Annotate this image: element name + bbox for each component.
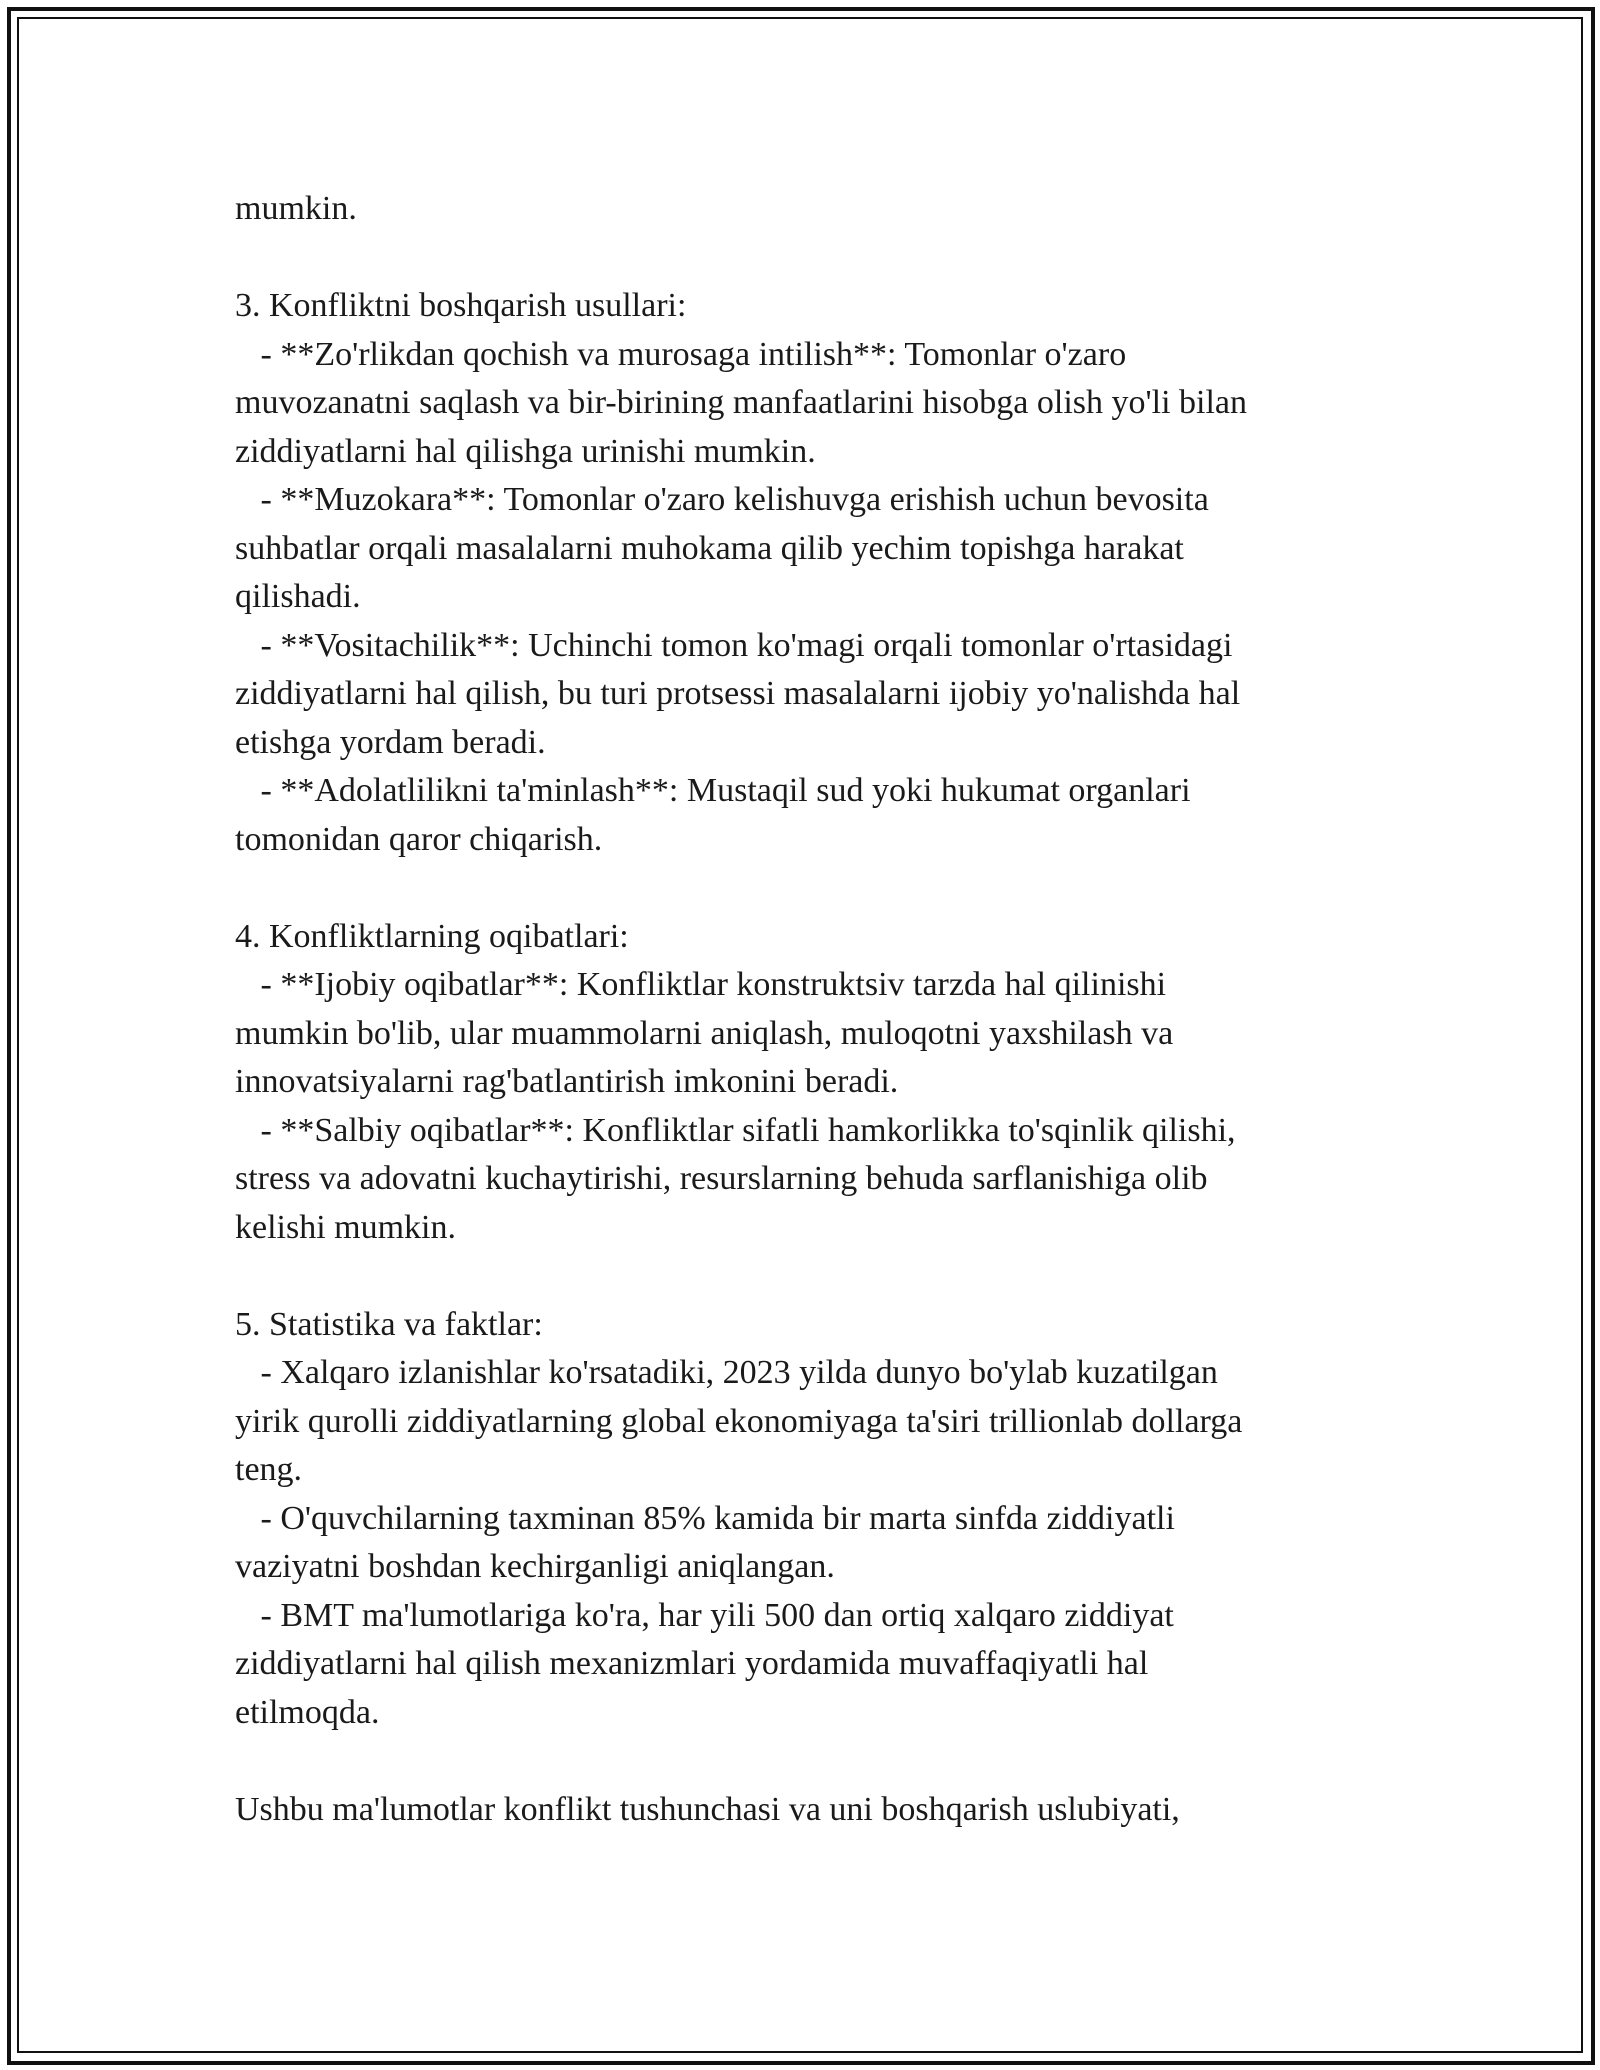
document-body	[235, 185, 1385, 1834]
text-line: - **Vositachilik**: Uchinchi tomon ko'magi orqali tomonlar o'rtasidagi	[235, 626, 1233, 664]
text-line: ziddiyatlarni hal qilishga urinishi mumkin.	[235, 432, 816, 470]
text-line	[235, 864, 1385, 913]
text-line: - O'quvchilarning taxminan 85% kamida bir marta sinfda ziddiyatli	[235, 1499, 1175, 1537]
text-line: mumkin.	[235, 190, 357, 227]
text-line: Ushbu ma'lumotlar konflikt tushunchasi va uni boshqarish uslubiyati,	[235, 1790, 1180, 1828]
text-line: innovatsiyalarni rag'batlantirish imkonini beradi.	[235, 1063, 899, 1100]
text-line: - **Salbiy oqibatlar**: Konfliktlar sifatli hamkorlikka to'sqinlik qilishi,	[235, 1111, 1236, 1149]
text-line	[235, 1252, 1385, 1301]
text-line: suhbatlar orqali masalalarni muhokama qilib yechim topishga harakat	[235, 529, 1184, 567]
text-line	[235, 1737, 1385, 1786]
text-line: qilishadi.	[235, 578, 361, 615]
text-line: teng.	[235, 1451, 303, 1488]
text-line: - **Adolatlilikni ta'minlash**: Mustaqil sud yoki hukumat organlari	[235, 772, 1191, 809]
text-line: stress va adovatni kuchaytirishi, resurslarning behuda sarflanishiga olib	[235, 1160, 1208, 1197]
text-line: vaziyatni boshdan kechirganligi aniqlangan.	[235, 1548, 835, 1585]
section-heading: 4. Konfliktlarning oqibatlari:	[235, 917, 629, 955]
text-line: mumkin bo'lib, ular muammolarni aniqlash, muloqotni yaxshilash va	[235, 1014, 1174, 1052]
section-heading: 5. Statistika va faktlar:	[235, 1305, 543, 1343]
section-heading: 3. Konfliktni boshqarish usullari:	[235, 287, 687, 324]
text-line: - **Muzokara**: Tomonlar o'zaro kelishuvga erishish uchun bevosita	[235, 481, 1209, 518]
text-line: ziddiyatlarni hal qilish, bu turi protsessi masalalarni ijobiy yo'nalishda hal	[235, 675, 1241, 712]
text-line: - **Ijobiy oqibatlar**: Konfliktlar konstruktsiv tarzda hal qilinishi	[235, 966, 1167, 1003]
text-line: etilmoqda.	[235, 1693, 380, 1731]
text-line	[235, 234, 1385, 283]
text-line: kelishi mumkin.	[235, 1208, 456, 1246]
text-line: - BMT ma'lumotlariga ko'ra, har yili 500 dan ortiq xalqaro ziddiyat	[235, 1596, 1174, 1634]
text-line: - **Zo'rlikdan qochish va murosaga intilish**: Tomonlar o'zaro	[235, 335, 1127, 373]
text-line: muvozanatni saqlash va bir-birining manfaatlarini hisobga olish yo'li bilan	[235, 384, 1247, 421]
text-line: etishga yordam beradi.	[235, 723, 546, 761]
text-line: ziddiyatlarni hal qilish mexanizmlari yordamida muvaffaqiyatli hal	[235, 1645, 1149, 1682]
text-line: - Xalqaro izlanishlar ko'rsatadiki, 2023 yilda dunyo bo'ylab kuzatilgan	[235, 1354, 1218, 1391]
text-line: yirik qurolli ziddiyatlarning global ekonomiyaga ta'siri trillionlab dollarga	[235, 1402, 1243, 1440]
text-line: tomonidan qaror chiqarish.	[235, 820, 603, 858]
